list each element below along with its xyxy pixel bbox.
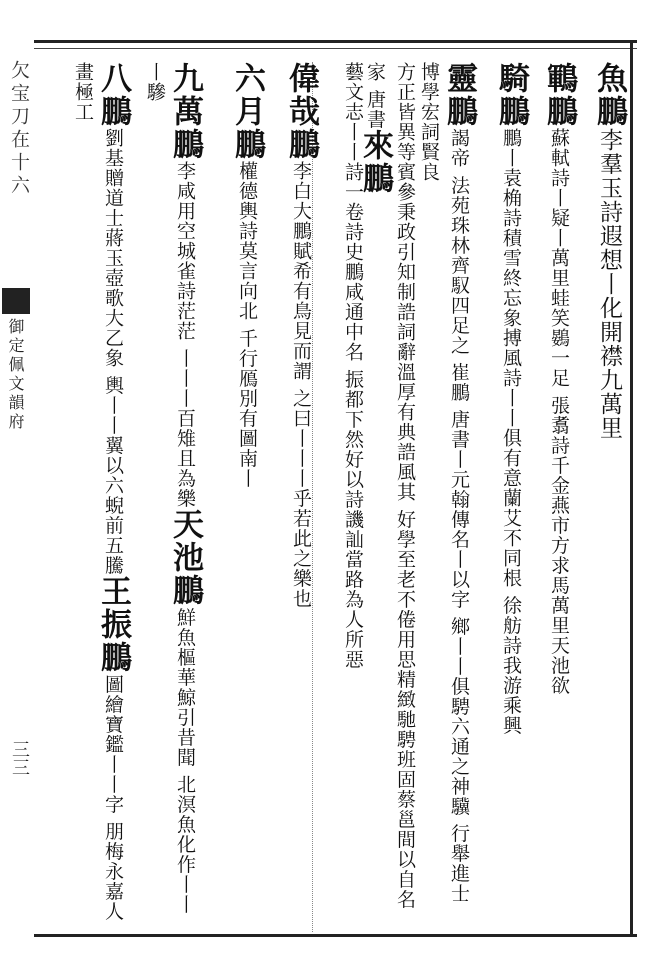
right-border-rule [630, 40, 633, 937]
fish-tail-marker [2, 288, 30, 314]
top-inner-rule [34, 48, 637, 49]
entry-headword: 八鵬 [95, 62, 131, 128]
bottom-border-rule [34, 934, 637, 937]
text-column-3 [478, 62, 529, 922]
entry-text: 李白大鵬賦希有鳥見而謂 之曰丨丨丨乎若此之樂也 [290, 161, 312, 609]
text-column-6 [320, 62, 368, 922]
entry-text: 權德輿詩莫言向北 千行鴈別有圖南丨 [236, 161, 258, 489]
entry-text: 圖繪寶鑑丨丨字 朋梅永嘉人畫極工 [72, 62, 124, 922]
entry-text: 蘇軾詩丨疑丨萬里蛙笑鷃一足 張翥詩千金燕市方求馬萬里天池欲 [548, 128, 570, 696]
entry-text: 鮮魚樞華鯨引昔聞 北溟魚化作丨丨丨驂 [144, 62, 196, 915]
book-title: 御定佩文韻府 [6, 318, 25, 432]
entry-text: 藝文志丨丨詩一卷詩史鵬咸通中名 振都下然好以詩譏訕當路為人所惡 [342, 62, 364, 670]
top-border-rule [34, 40, 637, 43]
text-column-7 [266, 62, 319, 922]
entry-text: 劉基贈道士蔣玉壺歌大乙象 輿丨丨翼以六蜺前五騰 [102, 128, 124, 576]
text-column-4 [418, 62, 477, 922]
entry-text: 鵬丨袁桷詩積雪終忘象搏風詩丨丨俱有意蘭艾不同根 徐舫詩我游乘興 [500, 128, 522, 736]
margin-strip-text: 欠宝刀在十六 [8, 60, 30, 198]
text-column-1 [576, 62, 627, 922]
entry-text: 李羣玉詩遐想丨化開襟九萬里 [596, 128, 622, 440]
text-column-5 [357, 62, 420, 922]
entry-headword: 偉哉鵬 [283, 62, 319, 161]
text-column-10 [60, 62, 131, 922]
entry-headword: 天池鵬 [167, 508, 203, 608]
entry-headword: 魚鵬 [591, 62, 627, 128]
page-number: 三三 [9, 740, 30, 776]
entry-headword: 九萬鵬 [167, 62, 203, 161]
entry-text: 謁帝 法苑珠林齊馭四足之 崔鵬 唐書丨元翰傳名丨以字 鄉丨丨俱騁六通之神驥 行舉進士博學宏詞賢良 [418, 62, 470, 904]
entry-headword: 鶤鵬 [541, 62, 577, 128]
entry-headword: 王振鵬 [95, 575, 131, 675]
entry-text: 方正皆異等賓參秉政引知制誥詞辭溫厚有典誥風其 好學至老不倦用思精緻馳騁班固蔡邕間以自名家 唐書 [364, 62, 416, 910]
entry-headword: 六月鵬 [229, 62, 265, 161]
text-column-2 [530, 62, 577, 922]
entry-headword: 靈鵬 [441, 62, 477, 128]
entry-headword: 來鵬 [357, 129, 393, 196]
text-column-9 [134, 62, 203, 922]
text-column-8 [206, 62, 265, 922]
entry-text: 李咸用空城雀詩茫茫 丨丨丨百雉且為樂 [174, 161, 196, 509]
entry-headword: 騎鵬 [493, 62, 529, 128]
